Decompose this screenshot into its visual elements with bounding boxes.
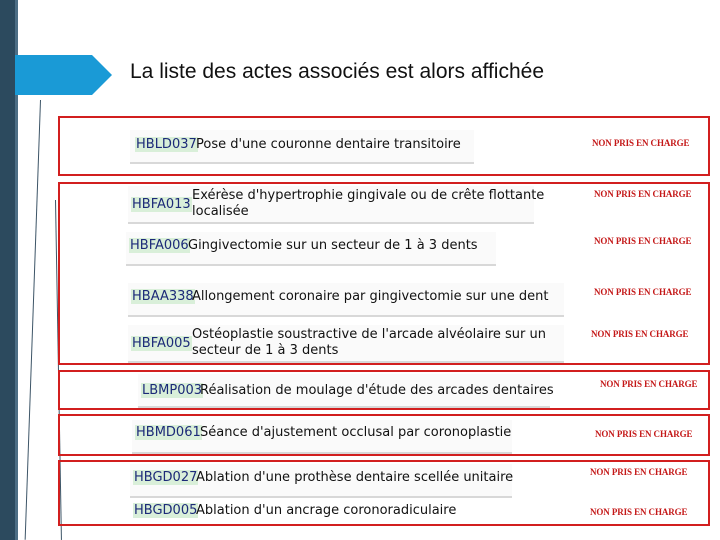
act-code: HBFA006 [130,238,189,253]
act-status: NON PRIS EN CHARGE [591,329,689,339]
act-code: HBFA013 [132,197,191,212]
act-code: LBMP003 [142,383,203,398]
act-label: Pose d'une couronne dentaire transitoire [196,137,461,152]
act-label-continued: localisée [192,204,249,219]
act-row[interactable] [128,283,698,315]
title-arrow-shape [0,55,112,95]
act-status: NON PRIS EN CHARGE [590,507,688,517]
act-row[interactable] [128,186,698,222]
act-row[interactable] [138,374,704,406]
act-code: HBGD027 [134,470,198,485]
act-code: HBAA338 [132,289,194,304]
act-code: HBGD005 [134,503,198,518]
act-row[interactable] [130,498,696,524]
act-code: HBFA005 [132,336,191,351]
act-status: NON PRIS EN CHARGE [590,467,688,477]
act-status: NON PRIS EN CHARGE [600,379,698,389]
act-label: Ablation d'un ancrage coronoradiculaire [196,503,457,518]
act-row[interactable] [130,464,696,496]
act-status: NON PRIS EN CHARGE [595,429,693,439]
act-status: NON PRIS EN CHARGE [594,236,692,246]
act-label: Réalisation de moulage d'étude des arcades dentaires [200,383,554,398]
act-label: Exérèse d'hypertrophie gingivale ou de crête flottante [192,188,545,203]
act-row[interactable] [130,130,690,162]
act-label: Gingivectomie sur un secteur de 1 à 3 dents [188,238,478,253]
decor-line [25,100,41,540]
act-label: Ablation d'une prothèse dentaire scellée unitaire [196,470,514,485]
act-code: HBLD037 [136,137,197,152]
act-row[interactable] [132,420,698,452]
act-label: Séance d'ajustement occlusal par coronoplastie [200,425,512,440]
act-status: NON PRIS EN CHARGE [592,138,690,148]
act-label: Allongement coronaire par gingivectomie sur une dent [192,289,549,304]
act-label: Ostéoplastie soustractive de l'arcade alvéolaire sur un [192,327,546,342]
act-row[interactable] [126,232,698,264]
act-status: NON PRIS EN CHARGE [594,189,692,199]
act-code: HBMD061 [136,425,201,440]
act-row[interactable] [128,325,698,361]
act-label-continued: secteur de 1 à 3 dents [192,343,339,358]
slide-title: La liste des actes associés est alors affichée [130,60,545,83]
act-status: NON PRIS EN CHARGE [594,287,692,297]
